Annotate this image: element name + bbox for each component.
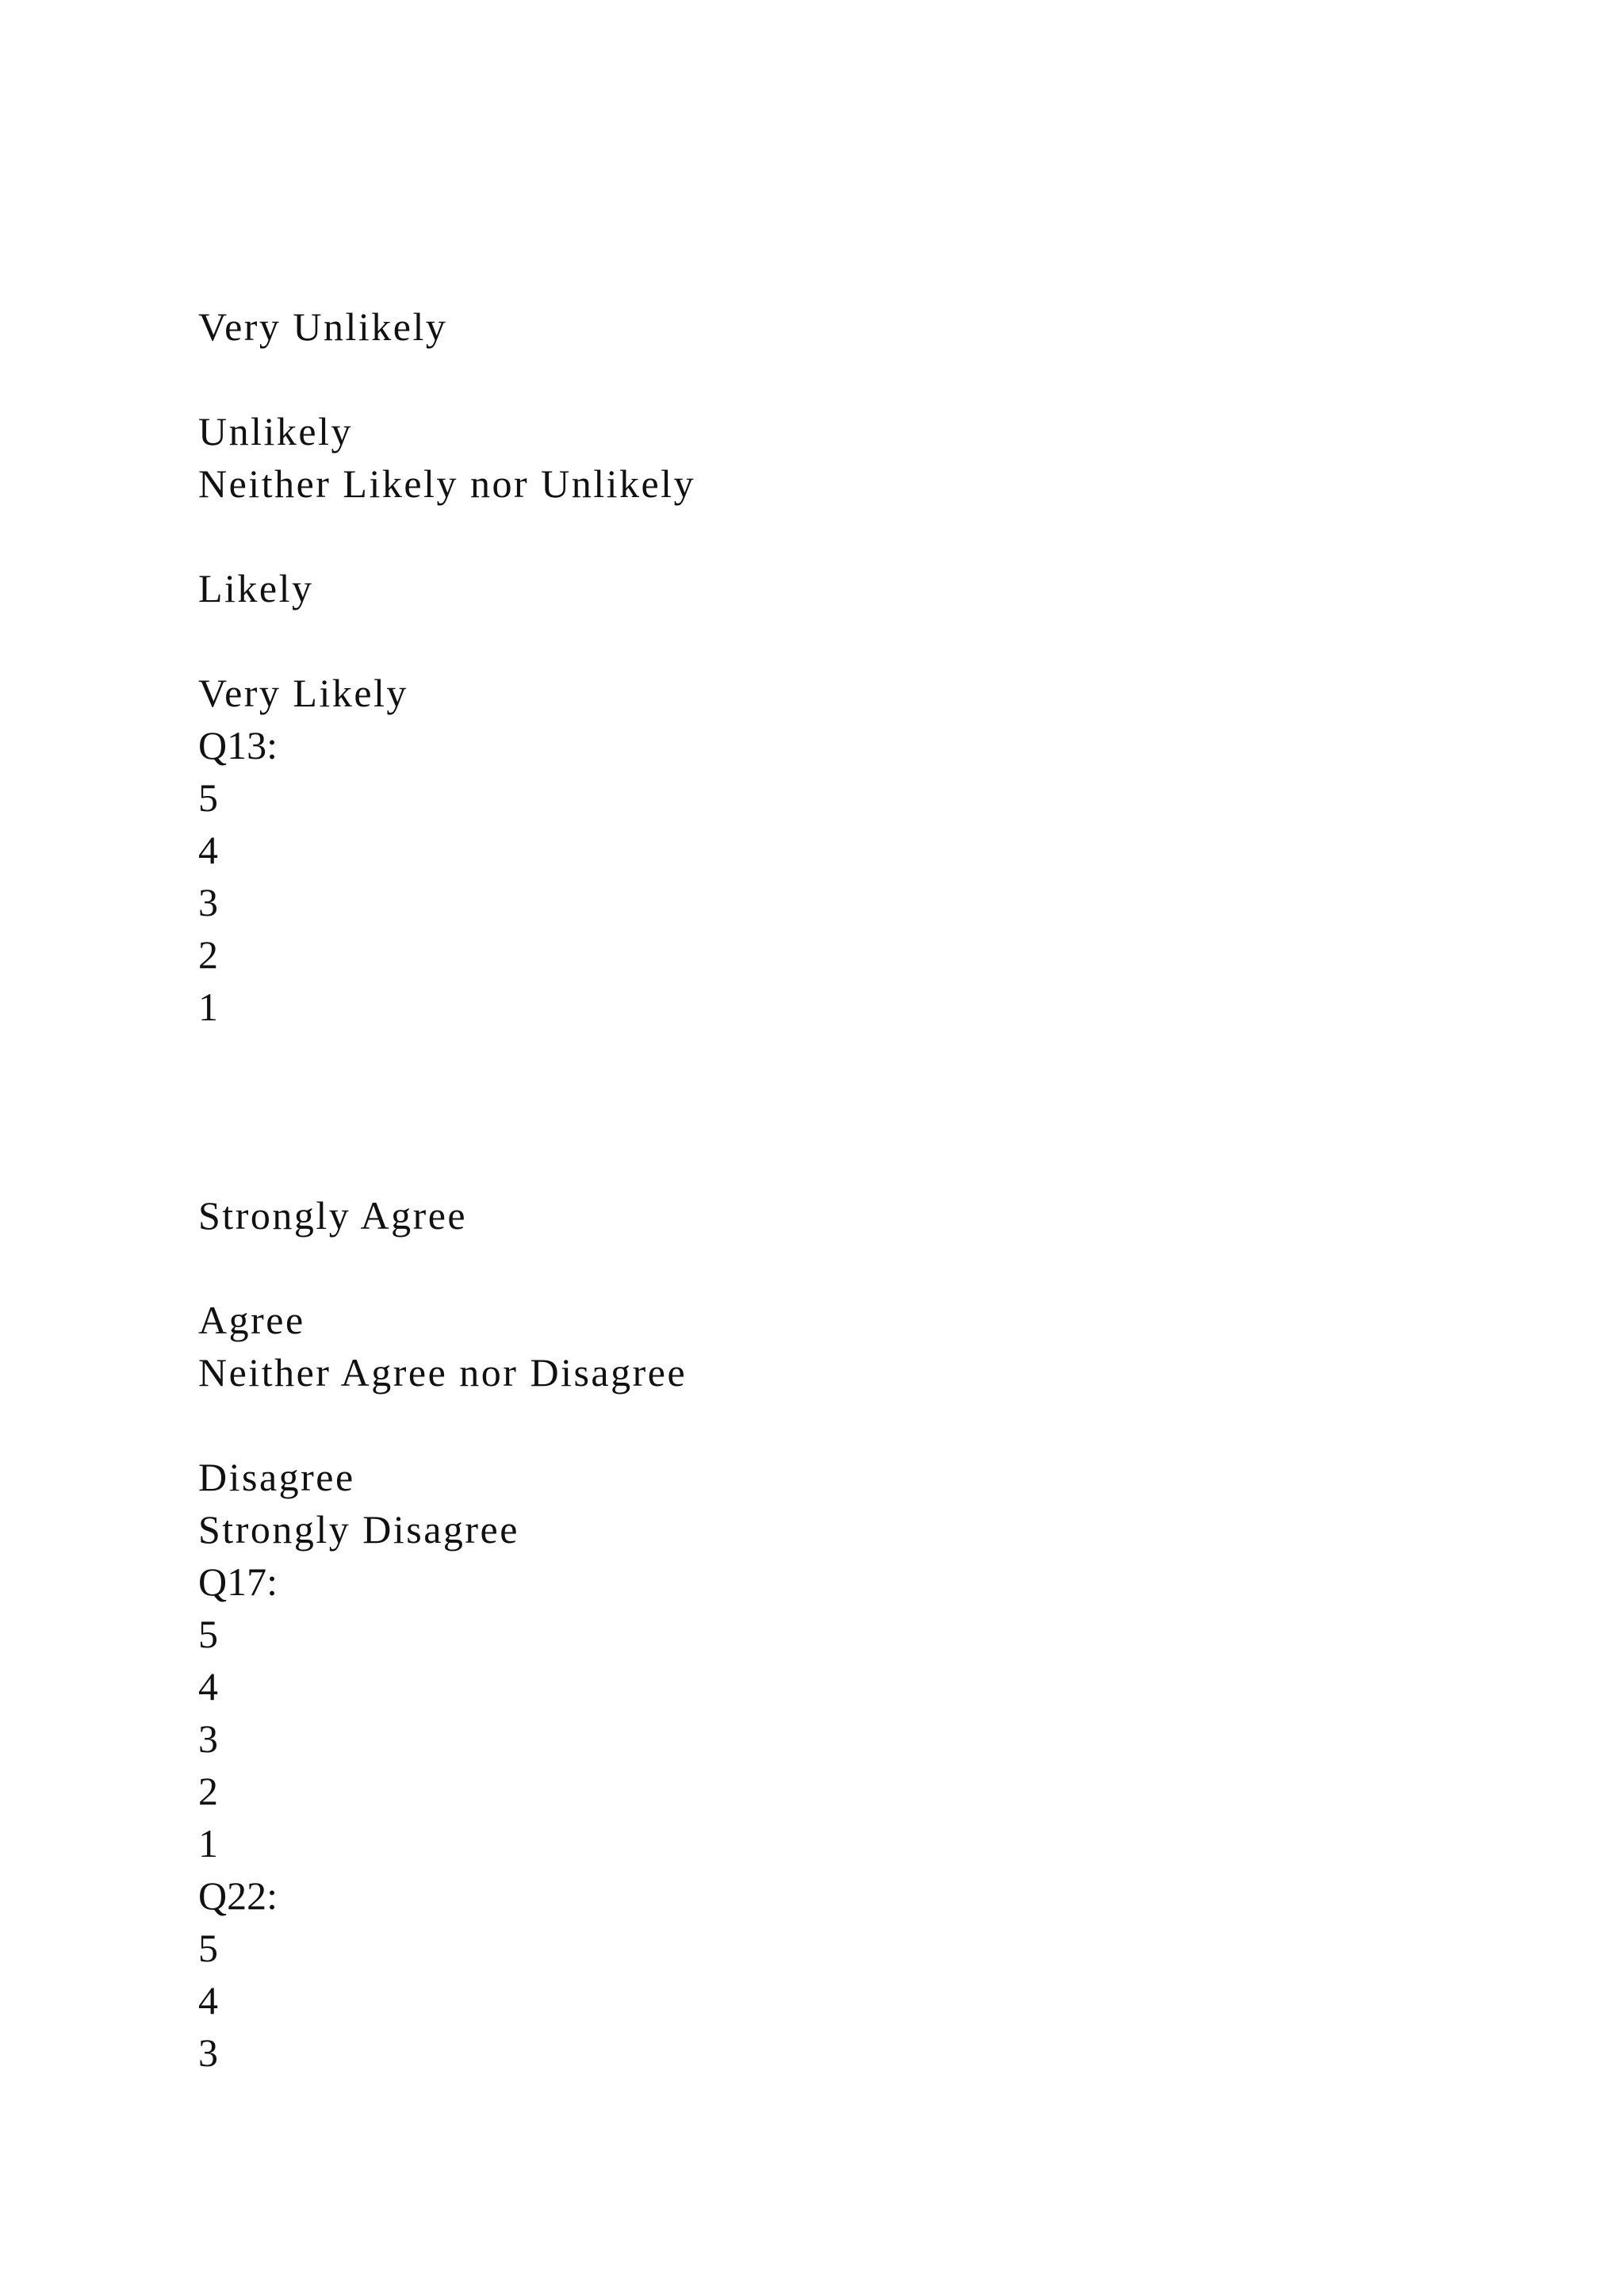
q17-value-3: 3 (198, 1716, 218, 1761)
q13-value-5: 5 (198, 775, 218, 820)
scale-label-disagree: Disagree (198, 1455, 355, 1499)
scale-label-strongly-agree: Strongly Agree (198, 1193, 468, 1238)
scale-label-unlikely: Unlikely (198, 409, 353, 453)
scale-label-agree: Agree (198, 1298, 305, 1342)
q17-value-2: 2 (198, 1769, 218, 1813)
q13-value-4: 4 (198, 828, 218, 872)
scale-label-very-likely: Very Likely (198, 671, 408, 715)
scale-label-neither-likely: Neither Likely nor Unlikely (198, 461, 696, 506)
q22-value-4: 4 (198, 1978, 218, 2022)
scale-label-very-unlikely: Very Unlikely (198, 304, 448, 349)
q17-value-4: 4 (198, 1664, 218, 1709)
q13-value-1: 1 (198, 985, 218, 1029)
q22-value-5: 5 (198, 1926, 218, 1970)
question-label-q13: Q13: (198, 723, 278, 767)
scale-label-likely: Likely (198, 566, 314, 610)
question-label-q17: Q17: (198, 1559, 278, 1604)
question-label-q22: Q22: (198, 1873, 278, 1918)
q17-value-5: 5 (198, 1612, 218, 1656)
scale-label-neither-agree: Neither Agree nor Disagree (198, 1350, 688, 1395)
scale-label-strongly-disagree: Strongly Disagree (198, 1507, 519, 1552)
q17-value-1: 1 (198, 1821, 218, 1866)
q13-value-3: 3 (198, 880, 218, 924)
q13-value-2: 2 (198, 932, 218, 977)
q22-value-3: 3 (198, 2030, 218, 2075)
